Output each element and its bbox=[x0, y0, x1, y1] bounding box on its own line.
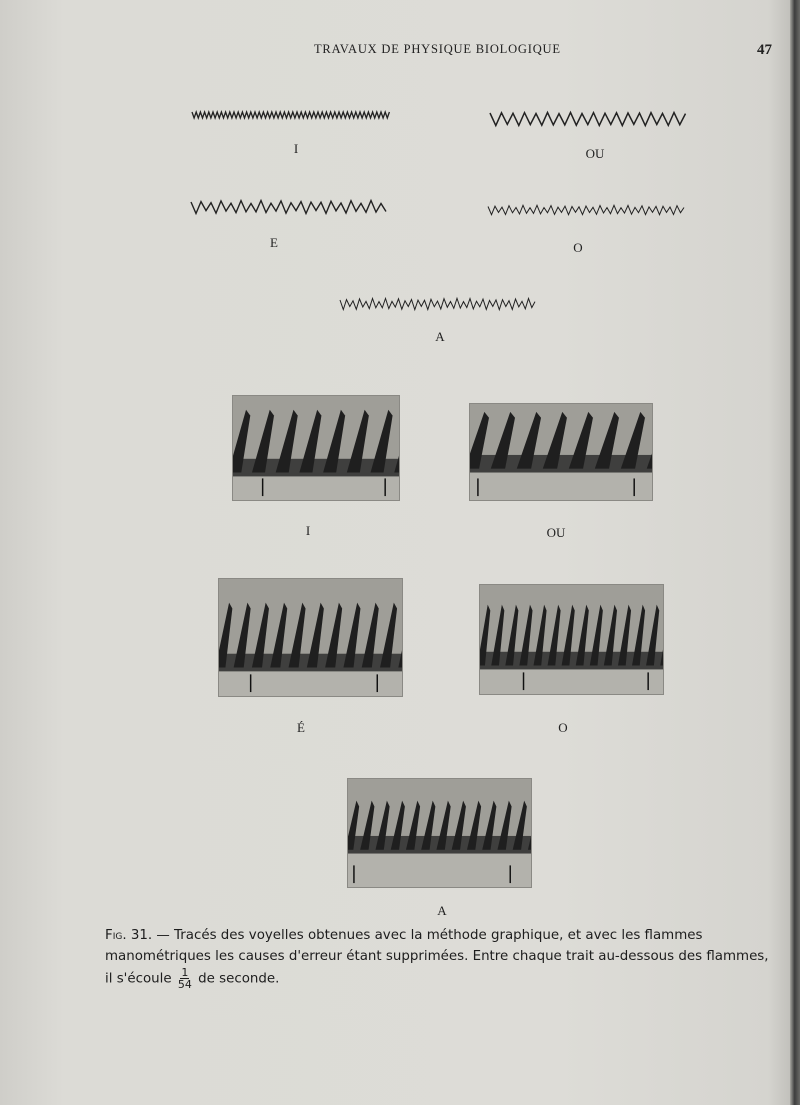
flame-lower-field bbox=[348, 854, 531, 887]
flame-i-label: I bbox=[305, 523, 311, 538]
figure-number: Fig. 31. bbox=[105, 928, 153, 943]
flame-streaks-a bbox=[348, 779, 531, 887]
trace-e-label: E bbox=[270, 235, 278, 250]
flame-a-label: A bbox=[437, 903, 447, 918]
trace-line bbox=[490, 112, 686, 125]
flame-lower-field bbox=[219, 671, 402, 696]
flame-image-e-acute bbox=[218, 578, 403, 697]
figure-caption bbox=[105, 925, 777, 990]
flame-ou-label: OU bbox=[546, 525, 566, 540]
flame-streaks-i bbox=[233, 396, 399, 500]
trace-line bbox=[192, 112, 389, 118]
page-edge-shadow bbox=[790, 0, 800, 1105]
flame-o-label: O bbox=[558, 720, 568, 735]
flame-image-o bbox=[479, 584, 664, 695]
page-number: 47 bbox=[757, 42, 772, 58]
flame-lower-field bbox=[470, 473, 652, 500]
trace-ou-label: OU bbox=[585, 146, 605, 161]
flame-streaks-e-acute bbox=[219, 579, 402, 696]
flame-streaks-o bbox=[480, 585, 663, 694]
flame-image-a bbox=[347, 778, 532, 888]
flame-image-i bbox=[232, 395, 400, 501]
trace-a-label: A bbox=[435, 329, 445, 344]
flame-e-acute-label: É bbox=[297, 720, 305, 735]
trace-line bbox=[340, 298, 535, 309]
trace-line bbox=[488, 205, 684, 214]
fraction-numerator: 1 bbox=[181, 966, 189, 979]
running-title: TRAVAUX DE PHYSIQUE BIOLOGIQUE bbox=[314, 42, 561, 56]
trace-i-label: I bbox=[293, 141, 299, 156]
flame-lower-field bbox=[233, 476, 399, 500]
time-fraction bbox=[178, 967, 192, 990]
trace-i-wave bbox=[192, 108, 390, 122]
trace-a-wave bbox=[340, 296, 536, 312]
caption-text-2: de seconde. bbox=[193, 971, 280, 987]
caption-text-1: — Tracés des voyelles obtenues avec la méthode graphique, et avec les flammes manométriques les causes d'erreur étant supprimées. Entre chaque trait au-dessous des flammes, il s'écoule bbox=[105, 928, 769, 987]
flame-streaks-ou bbox=[470, 404, 652, 500]
fraction-denominator: 54 bbox=[177, 978, 192, 991]
trace-line bbox=[191, 201, 386, 214]
flame-image-ou bbox=[469, 403, 653, 501]
trace-ou-wave bbox=[490, 110, 688, 128]
trace-o-wave bbox=[488, 202, 686, 218]
trace-e-wave bbox=[191, 198, 389, 216]
flame-lower-field bbox=[480, 669, 663, 694]
trace-o-label: O bbox=[573, 240, 583, 255]
